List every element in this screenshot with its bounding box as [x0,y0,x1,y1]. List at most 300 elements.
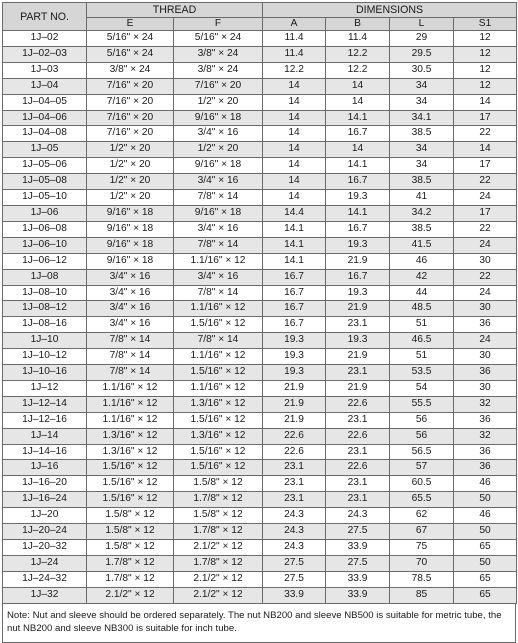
cell-thread-f: 1/2" × 20 [174,142,263,158]
cell-dim-b: 23.1 [326,365,390,381]
ordering-note: Note: Nut and sleeve should be ordered separately. The nut NB200 and sleeve NB500 is suitable for metric tube, the nut NB200 and sleeve NB300 is suitable for inch tube. [2,604,516,643]
cell-thread-f: 7/8" × 14 [174,285,263,301]
cell-dim-s1: 30 [454,349,517,365]
cell-dim-a: 16.7 [263,301,326,317]
cell-dim-s1: 36 [454,365,517,381]
cell-part-no: 1J–12–16 [3,412,87,428]
header-dimensions: DIMENSIONS [263,3,517,18]
cell-thread-f: 1.5/16" × 12 [174,460,263,476]
cell-thread-e: 9/16" × 18 [87,253,174,269]
cell-dim-b: 21.9 [326,349,390,365]
cell-dim-l: 38.5 [390,174,454,190]
cell-dim-s1: 36 [454,460,517,476]
cell-thread-e: 7/16" × 20 [87,126,174,142]
cell-thread-e: 1/2" × 20 [87,158,174,174]
cell-dim-l: 34 [390,142,454,158]
cell-thread-f: 9/16" × 18 [174,205,263,221]
cell-thread-f: 3/8" × 24 [174,62,263,78]
cell-dim-b: 16.7 [326,221,390,237]
cell-part-no: 1J–08–12 [3,301,87,317]
cell-thread-e: 7/16" × 20 [87,78,174,94]
cell-thread-e: 3/4" × 16 [87,285,174,301]
cell-dim-a: 14 [263,174,326,190]
cell-part-no: 1J–10 [3,333,87,349]
cell-part-no: 1J–16–20 [3,476,87,492]
cell-dim-a: 11.4 [263,46,326,62]
cell-dim-a: 14 [263,78,326,94]
table-row [3,46,517,62]
table-row [3,333,517,349]
cell-dim-s1: 32 [454,428,517,444]
cell-dim-s1: 50 [454,555,517,571]
cell-dim-b: 21.9 [326,380,390,396]
cell-part-no: 1J–08–10 [3,285,87,301]
table-row [3,396,517,412]
cell-part-no: 1J–10–12 [3,349,87,365]
table-row [3,460,517,476]
cell-part-no: 1J–12 [3,380,87,396]
cell-dim-l: 56 [390,428,454,444]
cell-thread-f: 1.1/16" × 12 [174,253,263,269]
cell-thread-e: 9/16" × 18 [87,221,174,237]
cell-thread-f: 7/16" × 20 [174,78,263,94]
cell-dim-s1: 24 [454,333,517,349]
table-row [3,317,517,333]
cell-part-no: 1J–24 [3,555,87,571]
cell-dim-a: 24.3 [263,508,326,524]
cell-dim-b: 23.1 [326,412,390,428]
cell-thread-e: 1.5/8" × 12 [87,508,174,524]
cell-dim-a: 23.1 [263,476,326,492]
cell-dim-s1: 17 [454,158,517,174]
cell-thread-f: 3/4" × 16 [174,221,263,237]
cell-dim-b: 19.3 [326,285,390,301]
cell-dim-l: 67 [390,524,454,540]
cell-thread-e: 1/2" × 20 [87,190,174,206]
cell-dim-s1: 14 [454,142,517,158]
cell-thread-f: 7/8" × 14 [174,333,263,349]
cell-dim-l: 62 [390,508,454,524]
dimensions-table [2,2,517,604]
cell-dim-l: 51 [390,317,454,333]
table-row [3,269,517,285]
cell-part-no: 1J–14 [3,428,87,444]
cell-thread-f: 1.3/16" × 12 [174,396,263,412]
cell-dim-a: 22.6 [263,428,326,444]
cell-thread-f: 3/4" × 16 [174,174,263,190]
cell-thread-e: 1.5/16" × 12 [87,460,174,476]
header-a: A [263,18,326,31]
cell-part-no: 1J–04 [3,78,87,94]
table-row [3,587,517,603]
cell-dim-b: 14.1 [326,205,390,221]
cell-part-no: 1J–03 [3,62,87,78]
cell-dim-l: 57 [390,460,454,476]
cell-dim-a: 22.6 [263,444,326,460]
cell-dim-a: 14.4 [263,205,326,221]
cell-thread-f: 1.1/16" × 12 [174,301,263,317]
cell-dim-a: 24.3 [263,524,326,540]
cell-dim-b: 21.9 [326,253,390,269]
header-part-no: PART NO. [3,3,87,31]
cell-dim-a: 21.9 [263,396,326,412]
cell-dim-s1: 24 [454,190,517,206]
cell-dim-s1: 24 [454,237,517,253]
cell-dim-s1: 22 [454,126,517,142]
cell-thread-e: 5/16" × 24 [87,31,174,47]
cell-dim-l: 60.5 [390,476,454,492]
cell-dim-l: 53.5 [390,365,454,381]
cell-dim-s1: 12 [454,62,517,78]
cell-thread-f: 1.1/16" × 12 [174,349,263,365]
cell-dim-l: 46 [390,253,454,269]
table-row [3,349,517,365]
cell-dim-b: 23.1 [326,476,390,492]
cell-thread-f: 3/8" × 24 [174,46,263,62]
cell-thread-e: 3/8" × 24 [87,62,174,78]
table-row [3,571,517,587]
cell-dim-b: 16.7 [326,126,390,142]
cell-part-no: 1J–32 [3,587,87,603]
table-row [3,126,517,142]
cell-dim-b: 12.2 [326,62,390,78]
cell-thread-e: 1.7/8" × 12 [87,571,174,587]
cell-thread-e: 1.5/8" × 12 [87,524,174,540]
cell-dim-s1: 12 [454,78,517,94]
table-row [3,380,517,396]
cell-part-no: 1J–05 [3,142,87,158]
cell-dim-a: 33.9 [263,587,326,603]
cell-part-no: 1J–10–16 [3,365,87,381]
cell-dim-b: 23.1 [326,492,390,508]
cell-dim-a: 19.3 [263,365,326,381]
cell-dim-a: 21.9 [263,412,326,428]
cell-dim-s1: 22 [454,174,517,190]
cell-dim-b: 12.2 [326,46,390,62]
table-row [3,142,517,158]
cell-dim-a: 23.1 [263,492,326,508]
cell-dim-l: 78.5 [390,571,454,587]
cell-dim-a: 14 [263,110,326,126]
table-row [3,428,517,444]
cell-thread-e: 1.5/16" × 12 [87,476,174,492]
cell-dim-b: 19.3 [326,333,390,349]
cell-dim-s1: 17 [454,110,517,126]
cell-thread-f: 3/4" × 16 [174,269,263,285]
cell-dim-b: 14 [326,94,390,110]
cell-thread-f: 1.5/16" × 12 [174,317,263,333]
cell-dim-a: 27.5 [263,571,326,587]
cell-dim-a: 14 [263,94,326,110]
cell-dim-a: 16.7 [263,269,326,285]
cell-thread-e: 5/16" × 24 [87,46,174,62]
cell-part-no: 1J–20–24 [3,524,87,540]
cell-dim-l: 41.5 [390,237,454,253]
cell-dim-a: 11.4 [263,31,326,47]
cell-dim-a: 12.2 [263,62,326,78]
cell-part-no: 1J–08–16 [3,317,87,333]
cell-dim-s1: 12 [454,46,517,62]
cell-thread-e: 7/16" × 20 [87,94,174,110]
cell-dim-a: 19.3 [263,349,326,365]
cell-dim-a: 27.5 [263,555,326,571]
cell-dim-b: 16.7 [326,174,390,190]
cell-part-no: 1J–06 [3,205,87,221]
cell-dim-s1: 32 [454,396,517,412]
cell-dim-b: 33.9 [326,587,390,603]
cell-thread-f: 2.1/2" × 12 [174,540,263,556]
cell-thread-e: 1.1/16" × 12 [87,380,174,396]
cell-dim-l: 56 [390,412,454,428]
cell-dim-s1: 30 [454,253,517,269]
cell-thread-e: 1.5/16" × 12 [87,492,174,508]
cell-dim-s1: 12 [454,31,517,47]
cell-thread-f: 1.5/8" × 12 [174,476,263,492]
cell-dim-b: 16.7 [326,269,390,285]
cell-dim-l: 46.5 [390,333,454,349]
cell-dim-l: 38.5 [390,126,454,142]
cell-thread-e: 1.3/16" × 12 [87,444,174,460]
cell-dim-a: 16.7 [263,285,326,301]
cell-dim-s1: 30 [454,380,517,396]
cell-dim-l: 48.5 [390,301,454,317]
cell-thread-e: 9/16" × 18 [87,237,174,253]
table-row [3,476,517,492]
cell-part-no: 1J–14–16 [3,444,87,460]
header-f: F [174,18,263,31]
table-row [3,174,517,190]
cell-dim-a: 24.3 [263,540,326,556]
cell-part-no: 1J–20 [3,508,87,524]
fitting-spec-sheet [2,2,516,643]
cell-thread-e: 1.1/16" × 12 [87,412,174,428]
table-row [3,508,517,524]
cell-dim-s1: 22 [454,221,517,237]
table-row [3,285,517,301]
cell-thread-f: 3/4" × 16 [174,126,263,142]
cell-thread-f: 7/8" × 14 [174,190,263,206]
cell-thread-f: 1.3/16" × 12 [174,428,263,444]
cell-thread-e: 9/16" × 18 [87,205,174,221]
cell-dim-a: 14 [263,158,326,174]
cell-dim-l: 34 [390,94,454,110]
cell-dim-a: 23.1 [263,460,326,476]
cell-dim-l: 34.2 [390,205,454,221]
cell-dim-l: 34.1 [390,110,454,126]
cell-part-no: 1J–04–08 [3,126,87,142]
cell-dim-b: 14 [326,142,390,158]
table-row [3,190,517,206]
table-row [3,62,517,78]
cell-thread-e: 7/8" × 14 [87,349,174,365]
cell-dim-b: 33.9 [326,540,390,556]
table-row [3,110,517,126]
cell-dim-l: 85 [390,587,454,603]
table-row [3,365,517,381]
header-b: B [326,18,390,31]
cell-thread-f: 1.7/8" × 12 [174,492,263,508]
cell-part-no: 1J–06–08 [3,221,87,237]
cell-dim-l: 54 [390,380,454,396]
cell-dim-s1: 36 [454,444,517,460]
cell-dim-a: 14 [263,142,326,158]
cell-part-no: 1J–16 [3,460,87,476]
table-row [3,31,517,47]
cell-dim-s1: 46 [454,476,517,492]
cell-dim-s1: 46 [454,508,517,524]
cell-part-no: 1J–05–08 [3,174,87,190]
table-row [3,444,517,460]
cell-part-no: 1J–05–10 [3,190,87,206]
cell-dim-l: 55.5 [390,396,454,412]
header-thread: THREAD [87,3,263,18]
table-row [3,237,517,253]
cell-thread-e: 1/2" × 20 [87,142,174,158]
cell-dim-l: 70 [390,555,454,571]
cell-dim-b: 14 [326,78,390,94]
cell-thread-e: 3/4" × 16 [87,301,174,317]
header-l: L [390,18,454,31]
table-row [3,253,517,269]
cell-thread-f: 1/2" × 20 [174,94,263,110]
cell-dim-a: 14 [263,190,326,206]
table-row [3,78,517,94]
cell-thread-e: 1.7/8" × 12 [87,555,174,571]
cell-dim-l: 38.5 [390,221,454,237]
cell-dim-a: 14.1 [263,253,326,269]
cell-dim-l: 41 [390,190,454,206]
cell-dim-s1: 22 [454,269,517,285]
cell-dim-s1: 65 [454,587,517,603]
header-s1: S1 [454,18,517,31]
cell-thread-f: 1.5/16" × 12 [174,444,263,460]
cell-dim-b: 23.1 [326,317,390,333]
cell-part-no: 1J–20–32 [3,540,87,556]
cell-dim-l: 65.5 [390,492,454,508]
table-row [3,94,517,110]
cell-part-no: 1J–12–14 [3,396,87,412]
cell-thread-f: 5/16" × 24 [174,31,263,47]
table-row [3,205,517,221]
cell-dim-a: 14.1 [263,237,326,253]
cell-thread-e: 3/4" × 16 [87,269,174,285]
cell-thread-f: 2.1/2" × 12 [174,587,263,603]
cell-dim-s1: 36 [454,317,517,333]
table-row [3,158,517,174]
cell-thread-f: 1.7/8" × 12 [174,555,263,571]
cell-thread-f: 1.5/8" × 12 [174,508,263,524]
cell-part-no: 1J–04–05 [3,94,87,110]
cell-dim-b: 19.3 [326,190,390,206]
table-row [3,492,517,508]
cell-thread-e: 3/4" × 16 [87,317,174,333]
cell-dim-l: 29.5 [390,46,454,62]
table-row [3,555,517,571]
cell-dim-s1: 30 [454,301,517,317]
table-row [3,221,517,237]
cell-dim-b: 22.6 [326,460,390,476]
cell-dim-b: 14.1 [326,158,390,174]
cell-thread-f: 1.5/16" × 12 [174,365,263,381]
cell-dim-b: 33.9 [326,571,390,587]
cell-dim-b: 11.4 [326,31,390,47]
cell-dim-l: 44 [390,285,454,301]
cell-dim-b: 22.6 [326,396,390,412]
cell-thread-e: 7/16" × 20 [87,110,174,126]
cell-dim-s1: 50 [454,524,517,540]
cell-dim-s1: 24 [454,285,517,301]
cell-dim-s1: 36 [454,412,517,428]
cell-thread-f: 7/8" × 14 [174,237,263,253]
cell-dim-s1: 65 [454,571,517,587]
cell-dim-a: 16.7 [263,317,326,333]
cell-dim-l: 34 [390,78,454,94]
cell-dim-a: 19.3 [263,333,326,349]
cell-thread-e: 1.5/8" × 12 [87,540,174,556]
cell-thread-e: 7/8" × 14 [87,365,174,381]
cell-part-no: 1J–24–32 [3,571,87,587]
cell-dim-s1: 65 [454,540,517,556]
cell-dim-l: 34 [390,158,454,174]
cell-thread-f: 1.1/16" × 12 [174,380,263,396]
table-header [3,3,517,31]
cell-dim-b: 27.5 [326,555,390,571]
cell-thread-f: 1.7/8" × 12 [174,524,263,540]
cell-dim-b: 14.1 [326,110,390,126]
cell-thread-e: 7/8" × 14 [87,333,174,349]
table-row [3,524,517,540]
cell-thread-f: 1.5/16" × 12 [174,412,263,428]
cell-dim-l: 56.5 [390,444,454,460]
cell-dim-l: 30.5 [390,62,454,78]
cell-part-no: 1J–06–12 [3,253,87,269]
cell-dim-l: 42 [390,269,454,285]
cell-dim-b: 22.6 [326,428,390,444]
cell-dim-s1: 50 [454,492,517,508]
cell-part-no: 1J–02 [3,31,87,47]
cell-dim-b: 24.3 [326,508,390,524]
table-row [3,301,517,317]
cell-thread-e: 1/2" × 20 [87,174,174,190]
table-row [3,412,517,428]
cell-dim-a: 14.1 [263,221,326,237]
cell-dim-a: 21.9 [263,380,326,396]
cell-dim-b: 23.1 [326,444,390,460]
cell-dim-a: 14 [263,126,326,142]
cell-thread-f: 9/16" × 18 [174,158,263,174]
cell-part-no: 1J–16–24 [3,492,87,508]
cell-part-no: 1J–06–10 [3,237,87,253]
cell-dim-b: 21.9 [326,301,390,317]
cell-thread-e: 2.1/2" × 12 [87,587,174,603]
cell-dim-s1: 14 [454,94,517,110]
cell-part-no: 1J–08 [3,269,87,285]
cell-dim-l: 75 [390,540,454,556]
cell-dim-l: 29 [390,31,454,47]
table-row [3,540,517,556]
cell-dim-b: 19.3 [326,237,390,253]
cell-part-no: 1J–05–06 [3,158,87,174]
cell-dim-s1: 17 [454,205,517,221]
cell-dim-b: 27.5 [326,524,390,540]
cell-thread-e: 1.1/16" × 12 [87,396,174,412]
cell-thread-f: 9/16" × 18 [174,110,263,126]
cell-part-no: 1J–02–03 [3,46,87,62]
cell-thread-f: 2.1/2" × 12 [174,571,263,587]
table-body [3,31,517,604]
header-e: E [87,18,174,31]
cell-dim-l: 51 [390,349,454,365]
